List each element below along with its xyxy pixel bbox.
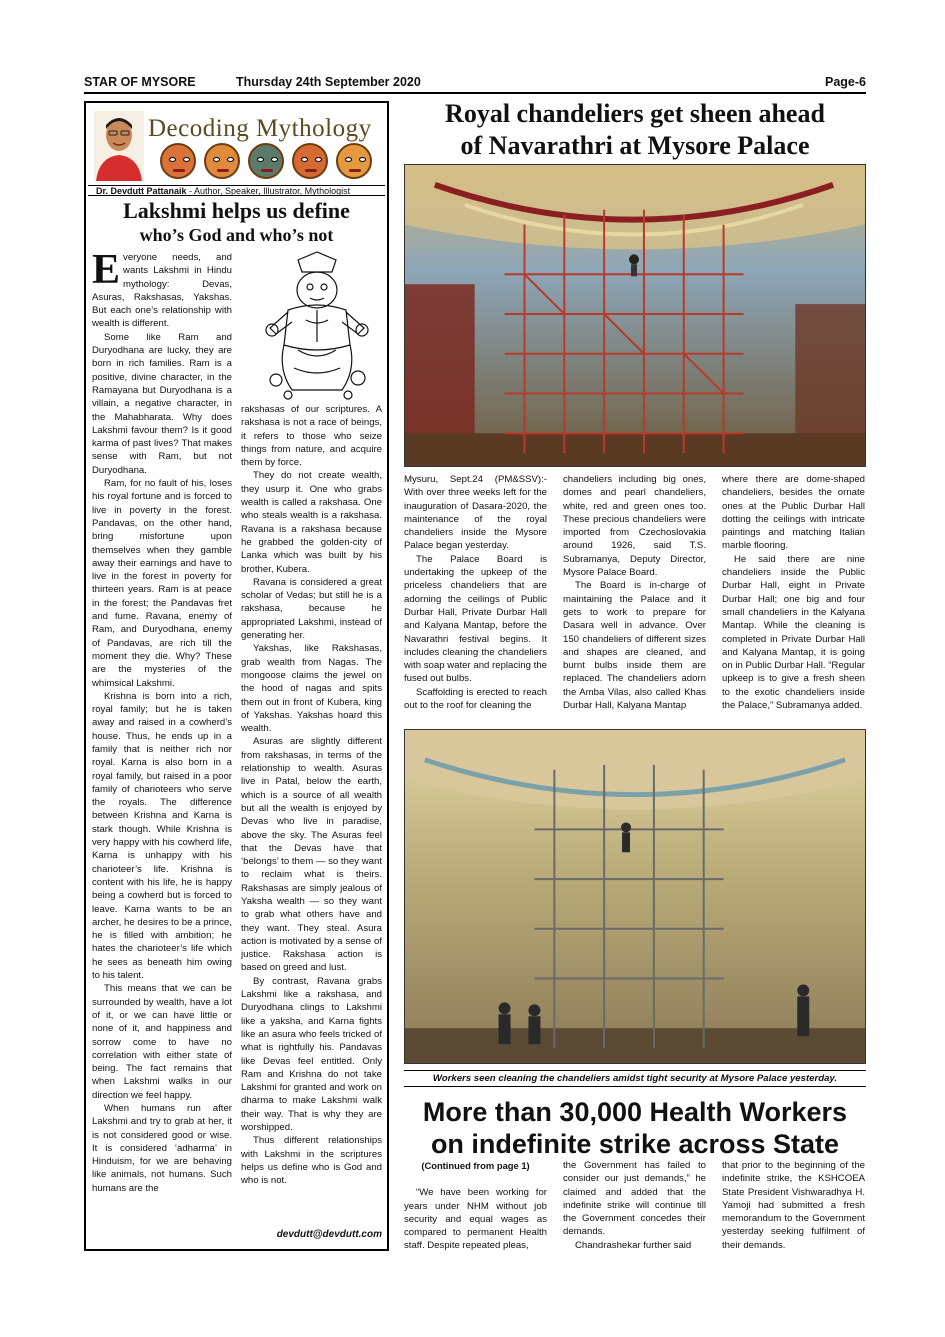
mask-face-icon (160, 143, 196, 179)
paragraph: where there are dome-shaped chandeliers, besides the ornate ones at the Public Durbar Hall dotting the ceilings with intricate paintings and matching Italian marble flooring. (722, 474, 865, 552)
chandeliers-column-2 (563, 473, 706, 725)
author-byline (88, 185, 385, 196)
paragraph: Asuras are slightly different from rakshasas, in terms of the relationship to wealth. Asuras live in Patal, below the earth, which is a source of all wealth but all the wealth is enjoyed by Devas who live in paradise, above the sky. The Asuras feel that the Devas have that ‘belongs’ to them — so they want to reclaim what is theirs. Rakshasas are simply jealous of Yaksha wealth — so they want to grab what others have and they want. They steal. Asura action is motivated by a sense of justice. Rakshasa action is based on greed and lust. (241, 736, 382, 974)
paragraph: Ravana is considered a great scholar of Vedas; but still he is a rakshasa, because he appropriated Lakshmi, instead of generating her. (241, 576, 382, 642)
mask-face-icon (292, 143, 328, 179)
paragraph: Krishna is born into a rich, royal family; but he is taken away and raised in a cowherd’s house. Thus, he ends up in a family that is neither rich nor royal. Karna is also born in a royal family, but raised in a poor family of charioteers who serve the royals. The difference between Krishna and Karna is stark though. While Krishna is very happy with his cowherd life, Karna is unhappy with his charioteer’s life. Krishna is content with his life, he is happy being a cowherd but is forced to leave. Karna wants to be an archer, he desires to be a prince, he is filled with ambition; he hates the charioteer’s life which he sees as beneath him owing to his talent. (92, 690, 232, 982)
author-avatar (94, 111, 144, 181)
paragraph: that prior to the beginning of the indefinite strike, the KSHCOEA State President Vishwaradhya H. Yamoji had submitted a fresh memorandum to the Government yesterday seeking fulfilment of their demands. (722, 1160, 865, 1251)
author-name: Dr. Devdutt Pattanaik (96, 186, 187, 196)
scaffolding-photo (404, 164, 866, 467)
author-email: devdutt@devdutt.com (276, 1229, 382, 1240)
paragraph: Chandrashekar further said (575, 1239, 692, 1251)
paragraph: rakshasas of our scriptures. A rakshasa is not a race of beings, it refers to those who seize things from nature, and acquire them by force. (241, 404, 382, 469)
health-column-3 (722, 1159, 865, 1259)
chandeliers-column-3 (722, 473, 865, 725)
series-title: Decoding Mythology (148, 115, 372, 142)
paragraph: Mysuru, Sept.24 (PM&SSV):- With over three weeks left for the inauguration of Dasara-2020, the maintenance of the royal chandeliers inside the Mysore Palace began yesterday. (404, 474, 547, 552)
paragraph: Ram, for no fault of his, loses his royal fortune and is forced to live in poverty in the forest. Pandavas, on the other hand, bring misfortune upon themselves when they gamble away their earnings and have to live in the forest in poverty for thirteen years. Ram is at peace in the forest; the Pandavas fret and fume. Ravana, enemy of Ram, and Duryodhana, enemy of Pandavas, are rich till the moment they die. Why? These are the mysteries of the whimsical Lakshmi. (92, 478, 232, 689)
paragraph: The Palace Board is undertaking the upkeep of the priceless chandeliers that are adorning the ceilings of Public Durbar Hall, Private Durbar Hall and Kalyana Mantap, before the Navarathri festival begins. It includes cleaning the chandeliers with soap water and replacing the fused out bulbs. (404, 553, 547, 685)
drop-cap: E (92, 251, 121, 293)
article-subheadline: who’s God and who’s not (139, 225, 334, 245)
paragraph: Some like Ram and Duryodhana are lucky, they are born in rich families. Ram is a positive, divine character, in the Ramayana but Duryodhana is a villain, a negative character, in the Mahabharata. Why does Lakshmi favour them? Is it good karma of past lives? That makes sense with Ram, but not Duryodhana. (92, 331, 232, 476)
paragraph: Yakshas, like Rakshasas, grab wealth from Nagas. The mongoose claims the jewel on the hood of nagas and spits them out in front of Kubera, king of Yakshas. Yakshas hoard this wealth. (241, 643, 382, 735)
paragraph: chandeliers including big ones, domes and pearl chandeliers, white, red and green ones too. These precious chandeliers were imported from Czechoslovakia around 1926, said T.S. Subramanya, Deputy Director, Mysore Palace Board. (563, 474, 706, 579)
masthead (84, 72, 866, 94)
mask-face-icon (204, 143, 240, 179)
publication-name: STAR OF MYSORE (84, 75, 196, 89)
paragraph: Thus different relationships with Lakshmi in the scriptures helps us define who is God and who is not. (241, 1135, 382, 1187)
paragraph: “We have been working for years under NHM without job security and equal wages as compared to permanent Health staff. Despite repeated pleas, (404, 1187, 547, 1252)
chandeliers-column-1 (404, 473, 547, 725)
paragraph: By contrast, Ravana grabs Lakshmi like a rakshasa, and Duryodhana clings to Lakshmi like a yaksha, and Karna fights like an asura who feels tricked of what is rightfully his. Pandavas like Devas feel entitled. Only Ram and Krishna do not take Lakshmi for granted and work on dharma to make Lakshmi walk their way. That is why they are worshipped. (241, 975, 382, 1134)
paragraph: This means that we can be surrounded by wealth, have a lot of it, or we can have little or none of it, and happiness and sorrow come to have no correlation with either state of being. The fact remains that when Lakshmi walks in our direction we feel happy. (92, 983, 232, 1101)
paragraph: The Board is in-charge of maintaining the Palace and it gets to work to prepare for Dasara well in advance. Over 150 chandeliers of different sizes and shapes are cleaned, and burnt bulbs inside them are replaced. The chandeliers adorn the Amba Vilas, also called Khas Durbar Hall, Kalyana Mantap (563, 580, 706, 712)
mask-faces (160, 143, 380, 183)
lead-paragraph: Everyone needs, and wants Lakshmi in Hindu mythology: Devas, Asuras, Rakshasas, Yakshas. But each one’s relationship with wealth is different. (92, 251, 232, 330)
paragraph: the Government has failed to consider our just demands,” he claimed and added that the indefinite strike will continue till the Government concedes their demands. (563, 1160, 706, 1238)
issue-date: Thursday 24th September 2020 (236, 75, 421, 89)
column-banner (88, 105, 385, 185)
mask-face-icon (248, 143, 284, 179)
author-description: - Author, Speaker, Illustrator, Mythologist (186, 186, 351, 196)
article-column-2 (241, 403, 382, 1233)
paragraph: When humans run after Lakshmi and try to grab at her, it is not considered good or wise. It is considered ‘adharma’ in Hinduism, for we are behaving like animals, not humans. Such humans are the (92, 1103, 232, 1194)
paragraph: He said there are nine chandeliers inside the Public Durbar Hall, eight in Private Durbar Hall; one big and four small chandeliers in the Kalyana Mantap. While the cleaning is completed in Private Durbar Hall and Kalyana Mantap, it is going on in Public Durbar Hall. “Regular upkeep is to give a fresh sheen to the exotic chandeliers inside the Palace,” Subramanya added. (722, 553, 865, 712)
chandeliers-headline: Royal chandeliers get sheen ahead of Navarathri at Mysore Palace (445, 99, 825, 160)
article-column-1 (92, 251, 232, 1246)
photo-caption: Workers seen cleaning the chandeliers amidst tight security at Mysore Palace yesterday. (404, 1070, 866, 1087)
health-column-2 (563, 1159, 706, 1259)
paragraph: Scaffolding is erected to reach out to the roof for cleaning the (404, 686, 547, 712)
cleaning-photo (404, 729, 866, 1064)
article-headline: Lakshmi helps us define (123, 198, 350, 223)
health-workers-headline: More than 30,000 Health Workers on indefinite strike across State (422, 1097, 848, 1159)
lakshmi-sketch-illustration (258, 250, 376, 400)
health-column-1 (404, 1159, 547, 1259)
decoding-mythology-column (84, 101, 389, 1251)
mask-face-icon (336, 143, 372, 179)
page-number: Page-6 (825, 75, 866, 89)
continued-note: (Continued from page 1) (421, 1160, 530, 1171)
paragraph: They do not create wealth, they usurp it. One who grabs wealth is called a rakshasa. One who steals wealth is a rakshasa. Ravana is a rakshasa because he grabbed the golden-city of Lanka which was built by his brother, Kubera. (241, 470, 382, 575)
